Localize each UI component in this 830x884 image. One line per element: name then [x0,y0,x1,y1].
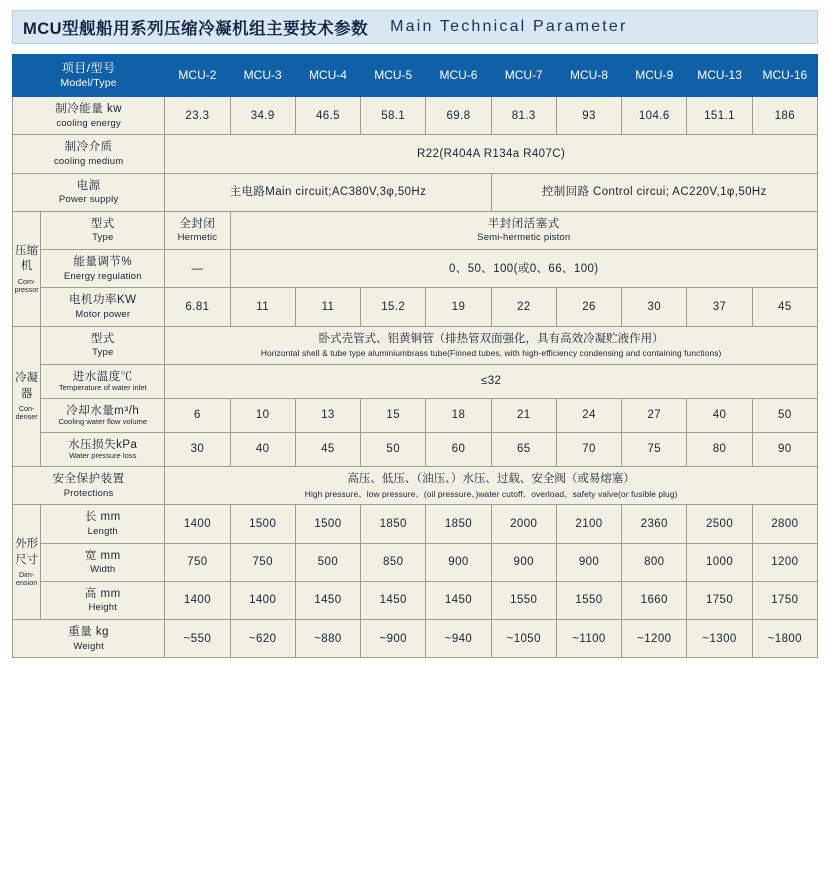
cell-cooling-energy-6: 93 [556,97,621,135]
label-comp-type [41,211,165,249]
side-label-dimension-cn: 外形尺寸 [15,538,39,566]
cell-motor-power-5: 22 [491,288,556,326]
header-model-8: MCU-13 [687,55,752,97]
cell-height-1: 1400 [230,581,295,619]
cell-motor-power-2: 11 [295,288,360,326]
cell-water-pressure-loss-2: 45 [295,433,360,467]
label-length-en: Length [87,525,118,537]
cell-cooling-energy-0: 23.3 [165,97,230,135]
row-compressor-type [13,211,818,249]
cell-cooling-water-flow-4: 18 [426,398,491,432]
cell-cond-type-value-cn: 卧式壳管式、铝黄铜管（排热管双面强化，具有高效冷凝贮液作用） [318,332,664,345]
cell-water-pressure-loss-6: 70 [556,433,621,467]
cell-weight-6: ~1100 [556,620,621,658]
cell-cond-type-value-en: Horizontal shell & tube type aluminiumbrass tube(Finned tubes, with high-efficiency condensing and containing functions) [260,348,722,359]
cell-cooling-water-flow-0: 6 [165,398,230,432]
cell-weight-1: ~620 [230,620,295,658]
row-protections [13,467,818,505]
cell-motor-power-7: 30 [622,288,687,326]
cell-protections-value-en: High pressure、low pressure、(oil pressure、)water cutoff、overload、safety valve(or fusible plug) [304,488,678,499]
label-water-inlet-temp-cn: 进水温度℃ [72,370,133,383]
cell-weight-8: ~1300 [687,620,752,658]
row-height [13,581,818,619]
cell-height-7: 1660 [622,581,687,619]
side-label-compressor-cn: 压缩机 [15,244,39,273]
cell-cooling-energy-7: 104.6 [622,97,687,135]
cell-motor-power-0: 6.81 [165,288,230,326]
cell-weight-7: ~1200 [622,620,687,658]
label-water-inlet-temp-en: Temperature of water inlet [58,383,147,393]
cell-height-4: 1450 [426,581,491,619]
side-label-compressor [13,211,41,326]
label-protections [13,467,165,505]
label-water-inlet-temp [41,364,165,398]
cell-length-5: 2000 [491,505,556,543]
label-width-en: Width [90,564,116,576]
cell-length-2: 1500 [295,505,360,543]
label-cooling-energy-en: cooling energy [56,117,121,129]
row-motor-power [13,288,818,326]
label-water-pressure-loss-cn: 水压损失kPa [68,439,138,452]
cell-cooling-water-flow-7: 27 [622,398,687,432]
row-width [13,543,818,581]
label-cooling-medium-cn: 制冷介质 [64,141,113,154]
label-cooling-water-flow-cn: 冷却水量m³/h [66,404,140,417]
cell-width-1: 750 [230,543,295,581]
cell-weight-5: ~1050 [491,620,556,658]
header-model-5: MCU-7 [491,55,556,97]
row-water-inlet-temp [13,364,818,398]
header-model-7: MCU-9 [622,55,687,97]
label-cooling-energy-cn: 制冷能量 kw [55,103,123,116]
label-protections-cn: 安全保护装置 [52,473,125,486]
row-energy-regulation [13,250,818,288]
label-cond-type-en: Type [92,347,114,358]
label-energy-regulation-en: Energy regulation [63,270,142,282]
cell-comp-type-hermetic-cn: 全封闭 [179,217,216,230]
cell-width-8: 1000 [687,543,752,581]
cell-cond-type-value [165,326,818,364]
row-power-supply [13,173,818,211]
label-power-supply [13,173,165,211]
label-cooling-water-flow [41,398,165,432]
label-cooling-medium [13,135,165,173]
row-cooling-water-flow [13,398,818,432]
header-model-type-cn: 项目/型号 [61,61,116,75]
cell-weight-0: ~550 [165,620,230,658]
cell-motor-power-6: 26 [556,288,621,326]
label-weight [13,620,165,658]
side-label-dimension-en: Dim-ension [16,570,38,588]
cell-water-pressure-loss-9: 90 [752,433,817,467]
cell-comp-type-hermetic [165,211,230,249]
cell-motor-power-9: 45 [752,288,817,326]
cell-cooling-water-flow-6: 24 [556,398,621,432]
label-cond-type-cn: 型式 [90,332,115,345]
cell-cooling-energy-1: 34.9 [230,97,295,135]
cell-cooling-energy-5: 81.3 [491,97,556,135]
cell-water-pressure-loss-7: 75 [622,433,687,467]
label-energy-regulation-cn: 能量调节% [73,256,133,269]
label-length-cn: 长 mm [84,511,121,524]
label-height-cn: 高 mm [84,587,121,600]
label-height [41,581,165,619]
side-label-compressor-en: Com-pressor [14,276,39,294]
cell-width-4: 900 [426,543,491,581]
cell-water-pressure-loss-1: 40 [230,433,295,467]
cell-water-pressure-loss-8: 80 [687,433,752,467]
cell-motor-power-8: 37 [687,288,752,326]
side-label-condenser-cn: 冷凝器 [15,372,39,400]
cell-water-pressure-loss-5: 65 [491,433,556,467]
cell-height-5: 1550 [491,581,556,619]
header-model-type-en: Model/Type [60,77,117,89]
cell-comp-type-hermetic-en: Hermetic [177,232,218,244]
cell-comp-type-semihermetic [230,211,817,249]
cell-power-supply-main: 主电路Main circuit;AC380V,3φ,50Hz [165,173,491,211]
cell-height-8: 1750 [687,581,752,619]
label-motor-power-en: Motor power [75,308,131,320]
cell-cooling-water-flow-8: 40 [687,398,752,432]
cell-power-supply-control: 控制回路 Control circui; AC220V,1φ,50Hz [491,173,817,211]
side-label-condenser [13,326,41,467]
side-label-dimension [13,505,41,620]
cell-protections-value [165,467,818,505]
cell-comp-type-semihermetic-en: Semi-hermetic piston [477,232,571,244]
cell-weight-9: ~1800 [752,620,817,658]
cell-cooling-energy-9: 186 [752,97,817,135]
cell-cooling-water-flow-2: 13 [295,398,360,432]
label-water-pressure-loss [41,433,165,467]
title-bar [12,10,818,44]
label-motor-power-cn: 电机功率KW [69,294,137,307]
label-comp-type-en: Type [92,232,114,244]
cell-cooling-energy-2: 46.5 [295,97,360,135]
side-label-condenser-en: Con-denser [15,404,38,422]
header-model-4: MCU-6 [426,55,491,97]
cell-weight-4: ~940 [426,620,491,658]
row-cooling-energy [13,97,818,135]
page-title-en: Main Technical Parameter [390,18,628,35]
label-cooling-medium-en: cooling medium [53,155,124,167]
cell-length-8: 2500 [687,505,752,543]
cell-length-9: 2800 [752,505,817,543]
cell-width-7: 800 [622,543,687,581]
cell-cooling-energy-3: 58.1 [361,97,426,135]
row-condenser-type [13,326,818,364]
label-protections-en: Protections [63,487,114,499]
cell-cooling-water-flow-9: 50 [752,398,817,432]
label-height-en: Height [88,602,118,614]
cell-cooling-water-flow-5: 21 [491,398,556,432]
label-length [41,505,165,543]
row-water-pressure-loss [13,433,818,467]
label-cooling-water-flow-en: Cooling water flow volume [58,417,148,427]
label-weight-en: Weight [73,640,104,652]
cell-motor-power-1: 11 [230,288,295,326]
row-cooling-medium [13,135,818,173]
cell-cooling-medium-value: R22(R404A R134a R407C) [165,135,818,173]
label-width [41,543,165,581]
cell-protections-value-cn: 高压、低压、（油压、）水压、过载、安全阀（或易熔塞） [347,473,635,486]
cell-comp-type-semihermetic-cn: 半封闭活塞式 [487,217,560,230]
header-model-9: MCU-16 [752,55,817,97]
table-header-row [13,55,818,97]
cell-length-4: 1850 [426,505,491,543]
cell-energy-regulation-values: 0、50、100(或0、66、100) [230,250,817,288]
cell-height-0: 1400 [165,581,230,619]
label-cooling-energy [13,97,165,135]
label-comp-type-cn: 型式 [90,217,115,230]
cell-width-6: 900 [556,543,621,581]
row-weight [13,620,818,658]
header-model-type [13,55,165,97]
row-length [13,505,818,543]
cell-water-inlet-temp-value: ≤32 [165,364,818,398]
cell-water-pressure-loss-3: 50 [361,433,426,467]
header-model-1: MCU-3 [230,55,295,97]
cell-length-3: 1850 [361,505,426,543]
label-water-pressure-loss-en: Water pressure loss [69,451,137,461]
cell-cooling-water-flow-1: 10 [230,398,295,432]
cell-width-3: 850 [361,543,426,581]
label-energy-regulation [41,250,165,288]
cell-width-2: 500 [295,543,360,581]
cell-cooling-water-flow-3: 15 [361,398,426,432]
label-power-supply-en: Power supply [58,194,119,205]
label-motor-power [41,288,165,326]
header-model-2: MCU-4 [295,55,360,97]
cell-motor-power-4: 19 [426,288,491,326]
label-width-cn: 宽 mm [84,549,121,562]
cell-width-5: 900 [491,543,556,581]
tech-parameter-table [12,54,818,658]
cell-length-0: 1400 [165,505,230,543]
header-model-0: MCU-2 [165,55,230,97]
cell-weight-3: ~900 [361,620,426,658]
header-model-3: MCU-5 [361,55,426,97]
cell-height-3: 1450 [361,581,426,619]
cell-cooling-energy-4: 69.8 [426,97,491,135]
cell-length-6: 2100 [556,505,621,543]
cell-length-7: 2360 [622,505,687,543]
cell-width-9: 1200 [752,543,817,581]
cell-motor-power-3: 15.2 [361,288,426,326]
cell-height-6: 1550 [556,581,621,619]
header-model-6: MCU-8 [556,55,621,97]
cell-cooling-energy-8: 151.1 [687,97,752,135]
cell-length-1: 1500 [230,505,295,543]
cell-water-pressure-loss-4: 60 [426,433,491,467]
cell-width-0: 750 [165,543,230,581]
cell-weight-2: ~880 [295,620,360,658]
label-power-supply-cn: 电源 [76,179,101,192]
cell-energy-regulation-dash: — [165,250,230,288]
page-title-cn: MCU型舰船用系列压缩冷凝机组主要技术参数 [23,20,369,38]
label-cond-type [41,326,165,364]
cell-height-2: 1450 [295,581,360,619]
label-weight-cn: 重量 kg [68,626,110,639]
cell-water-pressure-loss-0: 30 [165,433,230,467]
cell-height-9: 1750 [752,581,817,619]
